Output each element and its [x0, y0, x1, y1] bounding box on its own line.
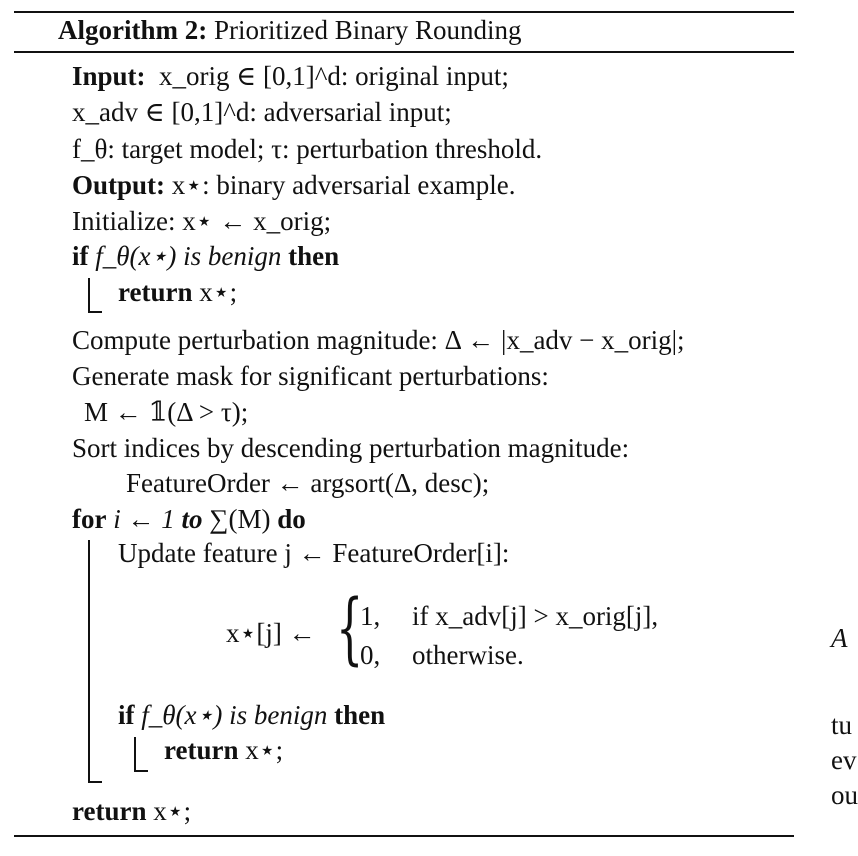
for-foot: [88, 781, 102, 783]
input-orig: x_orig ∈ [0,1]^d: original input;: [159, 61, 509, 91]
if-line-2: [118, 699, 385, 731]
update-line: Update feature j ← FeatureOrder[i]:: [118, 538, 510, 568]
final-return-value: x⋆;: [153, 796, 192, 826]
case-2-value: 0,: [360, 640, 381, 670]
for-keyword: for: [72, 504, 107, 534]
output-line: [72, 169, 516, 201]
to-keyword: to: [181, 504, 203, 534]
assign-lhs: x⋆[j] ←: [226, 618, 316, 648]
inner-if-keyword: if: [118, 700, 135, 730]
return-line-1: [118, 276, 237, 308]
input-keyword: Input:: [72, 61, 146, 91]
do-keyword: do: [277, 504, 306, 534]
inner-return-value: x⋆;: [245, 735, 284, 765]
case-1-condition: if x_adv[j] > x_orig[j],: [412, 601, 659, 631]
input-line-1: [72, 60, 509, 92]
return-value: x⋆;: [199, 277, 238, 307]
algorithm-caption: [58, 14, 521, 46]
if-2-foot: [134, 770, 148, 772]
final-return-keyword: return: [72, 796, 147, 826]
for-range: i ← 1: [113, 504, 175, 534]
input-line-2: x_adv ∈ [0,1]^d: adversarial input;: [72, 97, 452, 127]
compute-line: Compute perturbation magnitude: Δ ← |x_adv − x_orig|;: [72, 325, 685, 355]
top-rule: [14, 11, 794, 13]
if-1-foot: [88, 311, 102, 313]
side-fragment-2: ev: [831, 745, 857, 775]
algorithm-title: Prioritized Binary Rounding: [213, 15, 522, 45]
if-1-bar: [88, 278, 90, 312]
case-2-condition: otherwise.: [412, 640, 524, 670]
return-line-final: [72, 795, 191, 827]
output-keyword: Output:: [72, 170, 166, 200]
mask-description: Generate mask for significant perturbations:: [72, 361, 549, 391]
cases-brace: {: [336, 584, 364, 674]
if-keyword: if: [72, 241, 89, 271]
if-2-bar: [134, 737, 136, 771]
then-keyword: then: [288, 241, 340, 271]
return-line-2: [164, 734, 283, 766]
input-line-3: f_θ: target model; τ: perturbation threshold.: [72, 134, 543, 164]
caption-rule: [14, 51, 794, 53]
init-line: Initialize: x⋆ ← x_orig;: [72, 206, 332, 236]
case-1-value: 1,: [360, 601, 381, 631]
inner-then-keyword: then: [334, 700, 386, 730]
inner-return-keyword: return: [164, 735, 239, 765]
sort-equation: FeatureOrder ← argsort(Δ, desc);: [126, 468, 490, 498]
for-bar: [88, 540, 90, 782]
output-text: x⋆: binary adversarial example.: [171, 170, 516, 200]
side-fragment-3: ou: [831, 780, 858, 810]
sort-description: Sort indices by descending perturbation magnitude:: [72, 433, 630, 463]
if-line-1: [72, 240, 339, 272]
for-end: ∑(M): [209, 504, 271, 534]
side-fragment-1: tu: [831, 710, 853, 740]
return-keyword: return: [118, 277, 193, 307]
for-line: [72, 503, 306, 535]
algorithm-label: Algorithm 2:: [58, 15, 208, 45]
inner-is-benign: is benign: [229, 700, 328, 730]
inner-if-condition: f_θ(x⋆): [141, 700, 223, 730]
bottom-rule: [14, 835, 794, 837]
mask-equation: M ← 𝟙(Δ > τ);: [84, 397, 249, 427]
is-benign: is benign: [183, 241, 282, 271]
if-condition: f_θ(x⋆): [95, 241, 177, 271]
side-char-a: A: [831, 623, 848, 653]
